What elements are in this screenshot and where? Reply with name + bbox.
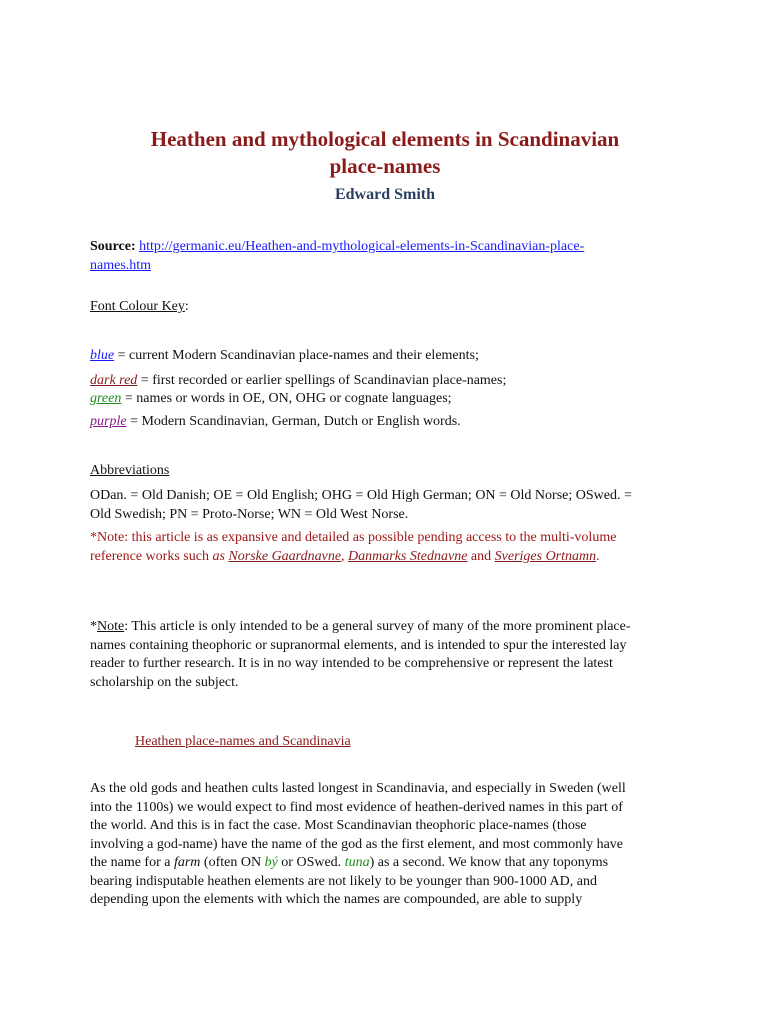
body-tuna: tuna — [344, 855, 370, 870]
source-link[interactable] — [90, 239, 584, 273]
key-blue-desc: = current Modern Scandinavian place-names and their elements; — [114, 348, 479, 363]
title-line-2: place-names — [329, 154, 441, 178]
note2-note-word: Note — [97, 619, 125, 634]
body-farm: farm — [173, 855, 201, 870]
body-line-3: the world. And this is in fact the case. Most Scandinavian theophoric place-names (those — [90, 818, 587, 833]
abbreviations-list — [90, 487, 680, 524]
source-label: Source: — [90, 239, 136, 254]
note1-period: . — [596, 548, 600, 564]
body-line-1: As the old gods and heathen cults lasted longest in Scandinavia, and especially in Sweden (well — [90, 781, 626, 796]
note2-line-3: reader to further research. It is in no way intended to be comprehensive or represent the latest — [90, 656, 613, 671]
key-blue — [90, 347, 680, 366]
body-by: bý — [264, 855, 278, 870]
body-paragraph — [90, 780, 680, 910]
body-line-5a: the name for a — [90, 855, 174, 870]
note1-as: as — [212, 548, 225, 564]
font-colour-key-heading — [90, 298, 680, 317]
work-norske-gaardnavne: Norske Gaardnavne — [228, 548, 342, 564]
key-purple — [90, 413, 680, 432]
source-url-line-2: names.htm — [90, 257, 152, 273]
body-line-7: depending upon the elements with which the names are compounded, are able to supply — [90, 892, 583, 907]
section-heading — [135, 733, 680, 752]
key-darkred-desc: = first recorded or earlier spellings of Scandinavian place-names; — [137, 373, 507, 388]
note1-line-2-pre: reference works such — [90, 548, 213, 564]
note1-comma: , — [341, 548, 345, 564]
key-purple-word: purple — [90, 414, 127, 429]
abbreviations-heading-text: Abbreviations — [90, 463, 170, 478]
body-line-5b: (often ON — [200, 855, 265, 870]
key-heading-text: Font Colour Key — [90, 299, 185, 314]
section-heading-text: Heathen place-names and Scandinavia — [135, 734, 351, 749]
abbrev-line-1: ODan. = Old Danish; OE = Old English; OHG = Old High German; ON = Old Norse; OSwed. = — [90, 488, 632, 503]
key-green-word: green — [90, 391, 122, 406]
key-darkred-word: dark red — [90, 373, 138, 388]
note2-line-4: scholarship on the subject. — [90, 674, 239, 690]
note1-line-1: *Note: this article is as expansive and detailed as possible pending access to the multi-volume — [90, 530, 617, 545]
document-title — [90, 126, 680, 180]
abbrev-line-2: Old Swedish; PN = Proto-Norse; WN = Old West Norse. — [90, 506, 409, 522]
key-purple-desc: = Modern Scandinavian, German, Dutch or English words. — [126, 414, 461, 429]
title-line-1: Heathen and mythological elements in Scandinavian — [150, 127, 620, 151]
body-line-2: into the 1100s) we would expect to find most evidence of heathen-derived names in this part of — [90, 799, 623, 815]
key-heading-colon: : — [184, 299, 189, 314]
author-name: Edward Smith — [334, 186, 436, 203]
body-line-5d: ) as a second. We know that any toponyms — [369, 855, 609, 870]
key-blue-word: blue — [90, 348, 115, 363]
key-darkred — [90, 372, 680, 391]
key-green-desc: = names or words in OE, ON, OHG or cognate languages; — [121, 391, 452, 406]
abbreviations-heading — [90, 462, 680, 481]
key-green — [90, 390, 680, 409]
note2-line-1-rest: : This article is only intended to be a general survey of many of the more prominent place- — [124, 619, 631, 634]
body-line-6: bearing indisputable heathen elements are not likely to be younger than 900-1000 AD, and — [90, 873, 597, 889]
note2-star: * — [90, 619, 97, 634]
work-danmarks-stednavne: Danmarks Stednavne — [348, 548, 468, 564]
body-line-5c: or OSwed. — [277, 855, 345, 870]
note-general-survey — [90, 618, 680, 692]
note2-line-2: names containing theophoric or supranormal elements, and is intended to spur the interested lay — [90, 637, 627, 653]
body-line-4: involving a god-name) have the name of the god as the first element, and most commonly have — [90, 836, 624, 852]
note-expansive — [90, 529, 680, 566]
source-url-line-1: http://germanic.eu/Heathen-and-mythological-elements-in-Scandinavian-place- — [139, 239, 585, 254]
note1-and: and — [467, 548, 495, 564]
source-paragraph — [90, 238, 680, 275]
work-sveriges-ortnamn: Sveriges Ortnamn — [494, 548, 597, 564]
